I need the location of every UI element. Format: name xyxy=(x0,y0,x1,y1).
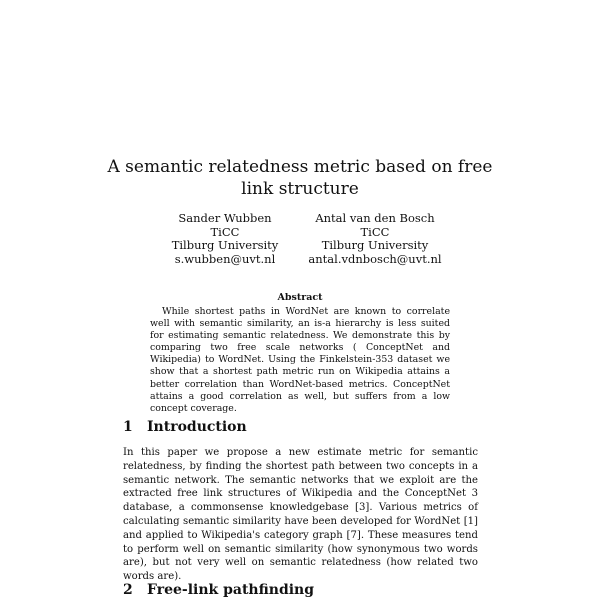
author-affiliation: TiCC xyxy=(360,224,390,239)
author-name: Sander Wubben xyxy=(178,211,272,225)
introduction-text: In this paper we propose a new estimate metric for semantic relatedness, by finding the shortest path between two concepts in a semantic network. The semantic networks that we exploit are the extracted free link structures of Wikipedia and the ConceptNet 3 database, a commonsense knowledgebase [3]. Various metrics of calculating semantic similarity have been developed for WordNet [1] and applied to Wikipedia's category graph [7]. These measures tend to perform well on semantic similarity (how synonymous two words are), but not very well on semantic relatedness (how related two words are). xyxy=(123,447,478,583)
section-number: 2 xyxy=(123,582,133,598)
author-institution: Tilburg University xyxy=(321,238,429,252)
section-title: Free-link pathfinding xyxy=(147,582,315,598)
section-heading-free-link-pathfinding xyxy=(123,582,314,598)
paper-title: A semantic relatedness metric based on free link structure xyxy=(107,157,493,199)
abstract-text: While shortest paths in WordNet are known to correlate well with semantic similarity, an is-a hierarchy is less suited for estimating semantic relatedness. We demonstrate this by comparing two free scale networks ( ConceptNet and Wikipedia) to WordNet. Using the Finkelstein-353 dataset we show that a shortest path metric run on Wikipedia attains a better correlation than WordNet-based metrics. ConceptNet attains a good correlation as well, but suffers from a low concept coverage. xyxy=(150,306,450,414)
section-number: 1 xyxy=(123,419,133,435)
author-institution: Tilburg University xyxy=(171,238,279,252)
abstract-heading: Abstract xyxy=(277,292,323,303)
author-email: s.wubben@uvt.nl xyxy=(174,251,276,266)
author-block-2 xyxy=(290,212,460,266)
author-name: Antal van den Bosch xyxy=(315,211,435,225)
author-block-1 xyxy=(160,212,290,266)
section-heading-introduction xyxy=(123,419,247,435)
author-affiliation: TiCC xyxy=(210,224,240,239)
section-title: Introduction xyxy=(147,419,247,435)
author-email: antal.vdnbosch@uvt.nl xyxy=(308,251,442,266)
